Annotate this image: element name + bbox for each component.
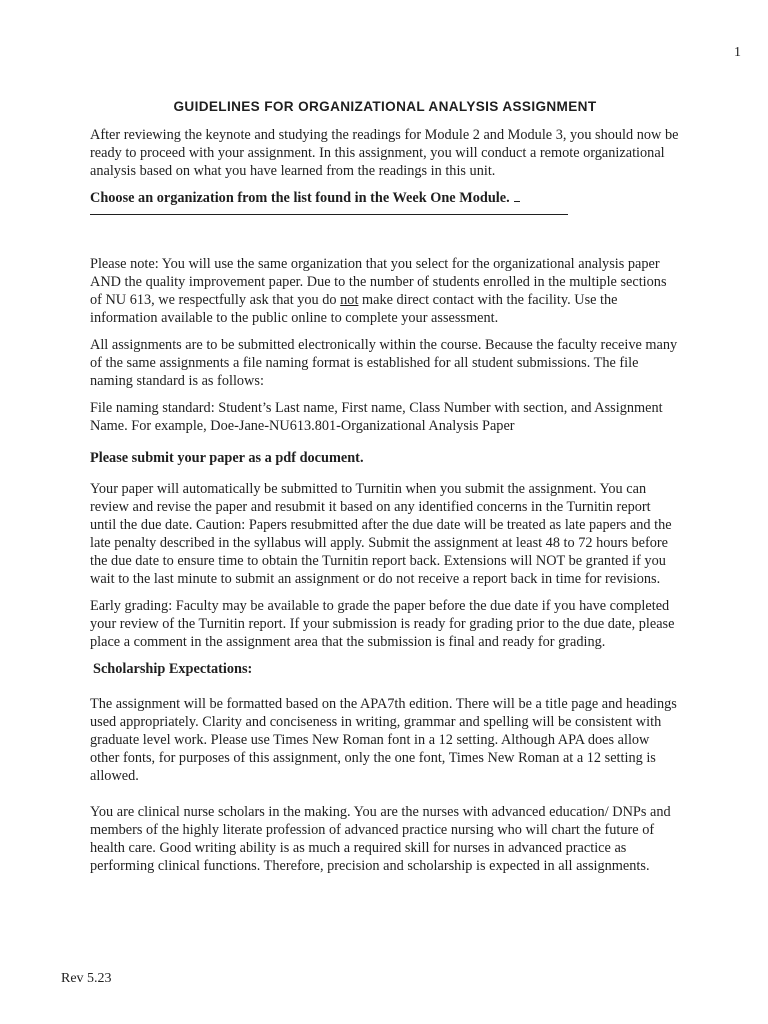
early-grading-paragraph: Early grading: Faculty may be available to grade the paper before the due date if you have completed your review of the Turnitin report. If your submission is ready for grading prior to the due date, please place a comment in the assignment area that the submission is final and ready for grading.	[90, 598, 675, 650]
note-underlined-not: not	[340, 292, 359, 308]
scholars-paragraph: You are clinical nurse scholars in the making. You are the nurses with advanced education/ DNPs and members of the highly literate profession of advanced practice nursing who will chart the future of health care. Good writing ability is as much a required skill for nurses in advanced practice as performing clinical functions. Therefore, precision and scholarship is expected in all assignments.	[90, 804, 671, 874]
submission-paragraph: All assignments are to be submitted electronically within the course. Because the faculty receive many of the same assignments a file naming format is established for all student submissions. The file naming standard is as follows:	[90, 337, 678, 389]
pdf-instruction: Please submit your paper as a pdf document.	[90, 450, 364, 466]
note-text-end: make direct contact with the facility. Use the information available to the public online to complete your assessment.	[90, 292, 618, 326]
horizontal-rule	[90, 214, 568, 215]
document-title: GUIDELINES FOR ORGANIZATIONAL ANALYSIS ASSIGNMENT	[173, 99, 597, 114]
note-text-start: Please note: You will use the same organization that you select for the organizational analysis paper AND the quality improvement paper. Due to the number of students enrolled in the multiple sections of NU 613, we respectfully ask that you do	[90, 256, 667, 308]
choose-organization-instruction	[90, 189, 680, 207]
apa-paragraph: The assignment will be formatted based on the APA7th edition. There will be a title page and headings used appropriately. Clarity and conciseness in writing, grammar and spelling will be consistent with graduate level work. Please use Times New Roman font in a 12 setting. Although APA does allow other fonts, for purposes of this assignment, only the one font, Times New Roman at a 12 setting is allowed.	[90, 696, 677, 784]
revision-footer: Rev 5.23	[61, 971, 112, 986]
document-body	[90, 98, 680, 875]
note-paragraph	[90, 255, 680, 327]
file-naming-paragraph: File naming standard: Student’s Last name, First name, Class Number with section, and Assignment Name. For example, Doe-Jane-NU613.801-Organizational Analysis Paper	[90, 400, 663, 434]
intro-paragraph: After reviewing the keynote and studying the readings for Module 2 and Module 3, you should now be ready to proceed with your assignment. In this assignment, you will conduct a remote organizational analysis based on what you have learned from the readings in this unit.	[90, 127, 679, 179]
turnitin-paragraph: Your paper will automatically be submitted to Turnitin when you submit the assignment. You can review and revise the paper and resubmit it based on any identified concerns in the Turnitin report until the due date. Caution: Papers resubmitted after the due date will be treated as late papers and the late penalty described in the syllabus will apply. Submit the assignment at least 48 to 72 hours before the due date to ensure time to obtain the Turnitin report back. Extensions will NOT be granted if you wait to the last minute to submit an assignment or do not receive a report back in time for revisions.	[90, 481, 672, 587]
underline-trail	[514, 189, 520, 202]
scholarship-heading: Scholarship Expectations:	[93, 661, 253, 677]
choose-organization-text: Choose an organization from the list found in the Week One Module.	[90, 190, 510, 206]
page-number: 1	[734, 45, 741, 60]
